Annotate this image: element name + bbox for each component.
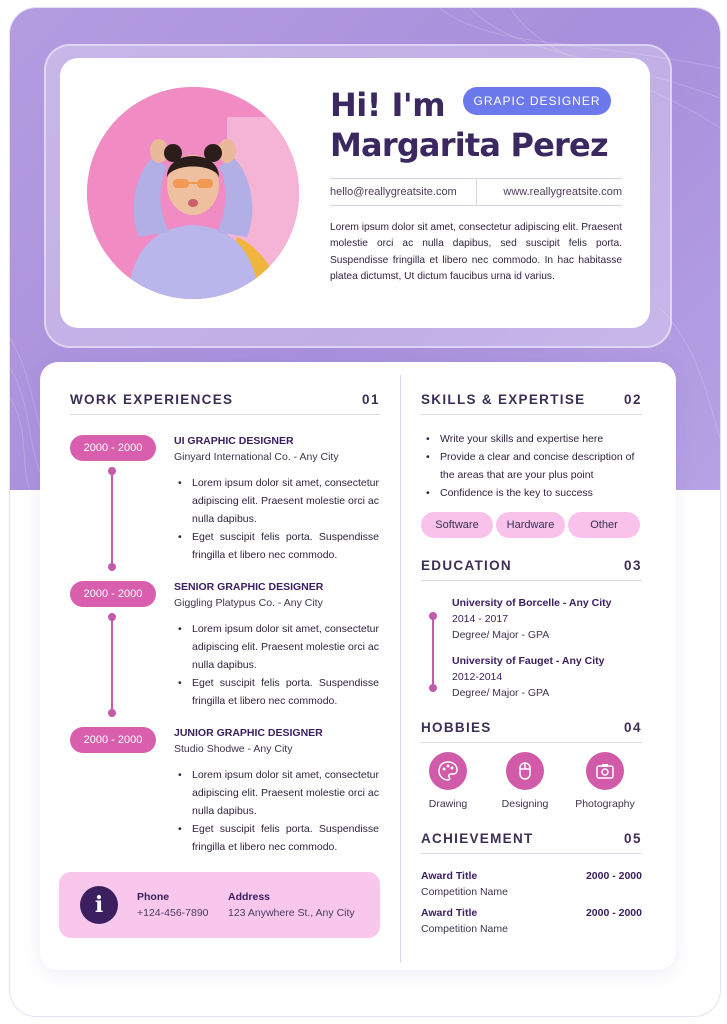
timeline-line xyxy=(111,617,113,713)
hobbies-number: 04 xyxy=(623,720,642,735)
hobbies-rule xyxy=(421,742,642,743)
list-item: • Lorem ipsum dolor sit amet, consectetur adipiscing elit. Praesent molestie orci ac nulla dapibus. xyxy=(176,474,379,528)
contact-row xyxy=(330,178,622,206)
education-timeline xyxy=(432,616,434,688)
skills-bullets xyxy=(424,430,650,502)
job-years-pill: 2000 - 2000 xyxy=(70,581,156,607)
job-title: SENIOR GRAPHIC DESIGNER xyxy=(174,581,324,593)
hobby-label: Photography xyxy=(575,798,635,810)
skills-number: 02 xyxy=(623,392,642,407)
job-title: JUNIOR GRAPHIC DESIGNER xyxy=(174,727,323,739)
camera-icon xyxy=(586,752,624,790)
skills-heading: SKILLS & EXPERTISE xyxy=(421,392,586,407)
education-rule xyxy=(421,580,642,581)
work-number: 01 xyxy=(361,392,380,407)
address-label: Address xyxy=(228,891,271,903)
intro-paragraph: Lorem ipsum dolor sit amet, consectetur adipiscing elit. Praesent molestie orci ac nulla dapibus, sed suscipit felis porta. Suspendisse fringilla et libero nec commodo. In hac habitasse platea dictumst, Ut dictum faucibus urna id varius. xyxy=(330,222,622,282)
hobbies-heading: HOBBIES xyxy=(421,720,492,735)
school-degree: Degree/ Major - GPA xyxy=(452,629,550,641)
award-competition: Competition Name xyxy=(421,923,508,935)
job-company: Studio Shodwe - Any City xyxy=(174,743,293,755)
job-company: Giggling Platypus Co. - Any City xyxy=(174,597,323,609)
award-years: 2000 - 2000 xyxy=(585,870,642,882)
skill-tag-hardware: Hardware xyxy=(496,512,565,538)
award-title: Award Title xyxy=(421,870,478,882)
education-heading: EDUCATION xyxy=(421,558,512,573)
timeline-dot xyxy=(429,684,437,692)
info-icon: i xyxy=(80,886,118,924)
skill-tag-other: Other xyxy=(568,512,640,538)
award-competition: Competition Name xyxy=(421,886,508,898)
job-bullets xyxy=(176,474,379,564)
greeting-heading: Hi! I'm xyxy=(330,86,446,124)
list-item: • Write your skills and expertise here xyxy=(424,430,650,448)
role-badge: GRAPIC DESIGNER xyxy=(463,87,611,115)
work-rule xyxy=(70,414,380,415)
phone-label: Phone xyxy=(137,891,170,903)
column-divider xyxy=(400,375,401,963)
list-item: • Eget suscipit felis porta. Suspendisse fringilla et libero nec commodo. xyxy=(176,674,379,710)
list-item: • Provide a clear and concise description of the areas that are your plus point xyxy=(424,448,650,484)
skills-rule xyxy=(421,414,642,415)
list-item: • Lorem ipsum dolor sit amet, consectetur adipiscing elit. Praesent molestie orci ac nulla dapibus. xyxy=(176,766,379,820)
award-years: 2000 - 2000 xyxy=(585,907,642,919)
school-years: 2014 - 2017 xyxy=(452,613,509,625)
job-bullets xyxy=(176,766,379,856)
school-years: 2012-2014 xyxy=(452,671,503,683)
name-heading: Margarita Perez xyxy=(330,126,608,164)
website-text[interactable]: www.reallygreatsite.com xyxy=(476,179,623,205)
list-item: • Eget suscipit felis porta. Suspendisse fringilla et libero nec commodo. xyxy=(176,528,379,564)
skill-tag-software: Software xyxy=(421,512,493,538)
job-years-pill: 2000 - 2000 xyxy=(70,435,156,461)
job-title: UI GRAPHIC DESIGNER xyxy=(174,435,294,447)
timeline-dot xyxy=(108,563,116,571)
work-heading: WORK EXPERIENCES xyxy=(70,392,234,407)
hobby-label: Drawing xyxy=(428,798,468,810)
school-name: University of Fauget - Any City xyxy=(452,655,605,667)
job-company: Ginyard International Co. - Any City xyxy=(174,451,339,463)
school-name: University of Borcelle - Any City xyxy=(452,597,612,609)
palette-icon xyxy=(429,752,467,790)
education-number: 03 xyxy=(623,558,642,573)
list-item: • Confidence is the key to success xyxy=(424,484,650,502)
achievement-rule xyxy=(421,853,642,854)
school-degree: Degree/ Major - GPA xyxy=(452,687,550,699)
award-title: Award Title xyxy=(421,907,478,919)
job-bullets xyxy=(176,620,379,710)
timeline-dot xyxy=(108,709,116,717)
address-value: 123 Anywhere St., Any City xyxy=(228,907,355,919)
email-text[interactable]: hello@reallygreatsite.com xyxy=(330,186,457,198)
job-years-pill: 2000 - 2000 xyxy=(70,727,156,753)
profile-photo xyxy=(87,87,299,299)
timeline-line xyxy=(111,471,113,567)
hobby-label: Designing xyxy=(501,798,549,810)
mouse-icon xyxy=(506,752,544,790)
phone-value[interactable]: +124-456-7890 xyxy=(137,907,209,919)
achievement-number: 05 xyxy=(623,831,642,846)
achievement-heading: ACHIEVEMENT xyxy=(421,831,534,846)
list-item: • Lorem ipsum dolor sit amet, consectetur adipiscing elit. Praesent molestie orci ac nulla dapibus. xyxy=(176,620,379,674)
list-item: • Eget suscipit felis porta. Suspendisse fringilla et libero nec commodo. xyxy=(176,820,379,856)
